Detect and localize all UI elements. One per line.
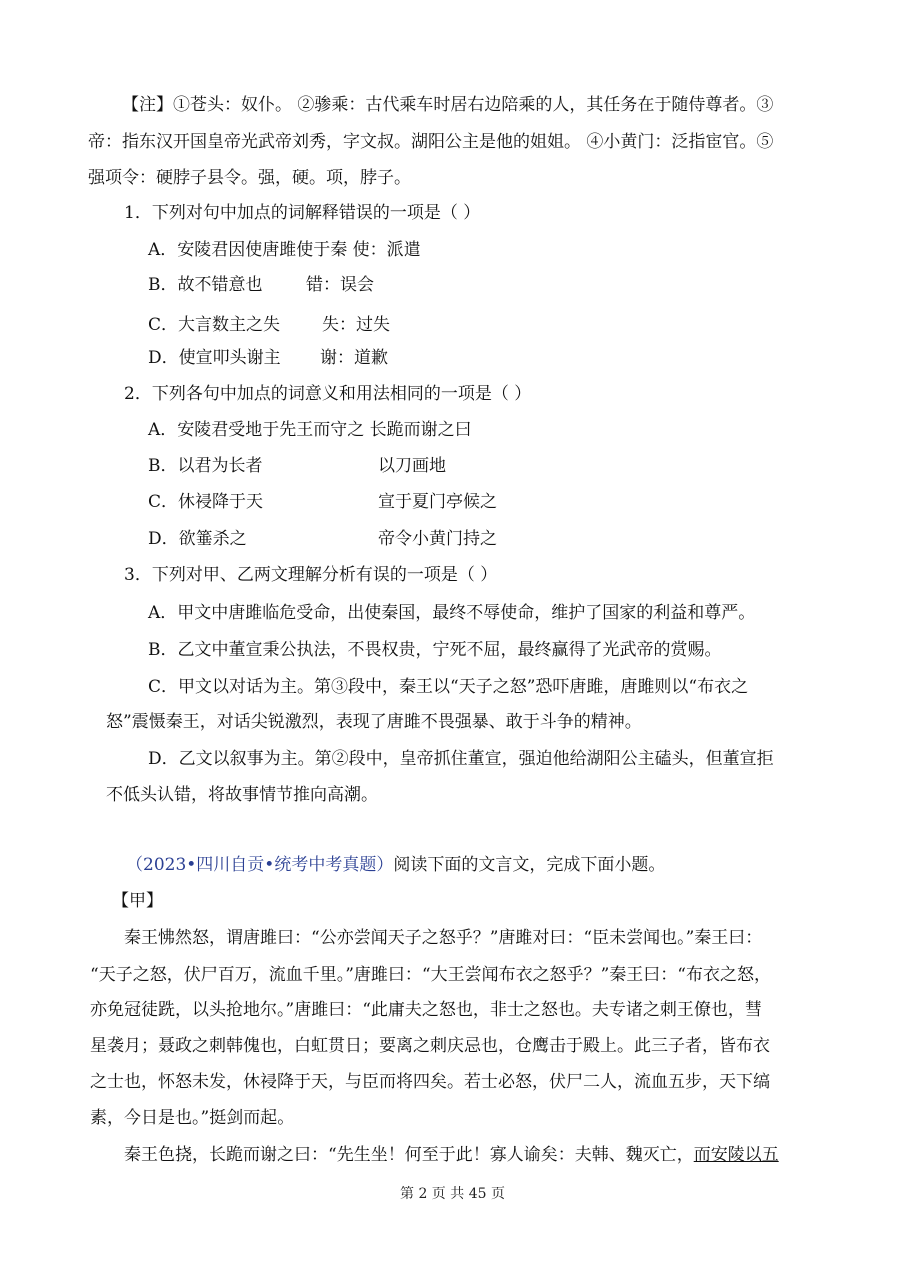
option-text: A．安陵君因使唐雎使于秦 使：派遣 (148, 240, 421, 260)
question-1-stem: 1．下列对句中加点的词解释错误的一项是（ ） (124, 203, 481, 223)
question-3-option-b: B．乙文中董宣秉公执法，不畏权贵，宁死不屈，最终赢得了光武帝的赏赐。 (148, 640, 722, 660)
passage-line-1: 秦王怫然怒，谓唐雎曰：“公亦尝闻天子之怒乎？”唐雎对曰：“臣未尝闻也。”秦王曰： (124, 928, 763, 948)
source-citation: （2023•四川自贡•统考中考真题） (126, 855, 394, 875)
question-3-option-d-line-1: D．乙文以叙事为主。第②段中，皇帝抓住董宣，强迫他给湖阳公主磕头，但董宣拒 (148, 749, 774, 769)
underlined-sentence: 而安陵以五 (693, 1145, 779, 1165)
passage-line-2: “天子之怒，伏尸百万，流血千里。”唐雎曰：“大王尝闻布衣之怒乎？”秦王曰：“布衣之怒， (90, 965, 771, 985)
note-line-1: 【注】①苍头：奴仆。 ②骖乘：古代乘车时居右边陪乘的人，其任务在于随侍尊者。③ (122, 95, 774, 115)
question-2-stem: 2．下列各句中加点的词意义和用法相同的一项是（ ） (124, 384, 532, 404)
note-line-3: 强项令：硬脖子县令。强，硬。项，脖子。 (88, 168, 411, 188)
option-text: A．安陵君受地于先王而守之 长跪而谢之曰 (148, 420, 472, 440)
question-1-option-d (148, 346, 905, 370)
question-3-option-c-line-2: 怒”震慑秦王，对话尖锐激烈，表现了唐雎不畏强暴、敢于斗争的精神。 (106, 712, 642, 732)
passage-line-3: 亦免冠徒跣，以头抢地尔。”唐雎曰：“此庸夫之怒也，非士之怒也。夫专诸之刺王僚也，彗 (90, 1000, 762, 1020)
option-text: D．使宣叩头谢主 (148, 348, 281, 368)
question-3-option-d-line-2: 不低头认错，将故事情节推向高潮。 (106, 785, 378, 805)
passage-label: 【甲】 (112, 891, 163, 911)
passage-line-6: 素，今日是也。”挺剑而起。 (90, 1108, 295, 1128)
passage-line-7 (124, 1143, 905, 1167)
option-text: C．大言数主之失 (148, 315, 281, 335)
question-3-stem: 3．下列对甲、乙两文理解分析有误的一项是（ ） (124, 565, 498, 585)
question-2-option-c (148, 490, 905, 514)
note-line-2: 帝：指东汉开国皇帝光武帝刘秀，字文叔。湖阳公主是他的姐姐。 ④小黄门：泛指宦官。⑤ (88, 132, 774, 152)
passage-text: 秦王色挠，长跪而谢之曰：“先生坐！何至于此！寡人谕矣：夫韩、魏灭亡， (124, 1145, 694, 1165)
question-1-option-a (148, 238, 905, 262)
option-text: D．欲箠杀之 (148, 529, 247, 549)
option-gloss: 失：过失 (322, 315, 390, 335)
option-compare: 宣于夏门亭候之 (378, 492, 497, 512)
section-instruction: 阅读下面的文言文，完成下面小题。 (393, 855, 666, 875)
question-2-option-a (148, 418, 905, 442)
question-3-option-c-line-1: C．甲文以对话为主。第③段中，秦王以“天子之怒”恐吓唐雎，唐雎则以“布衣之 (148, 677, 749, 697)
question-2-option-d (148, 527, 905, 551)
page-number: 第 2 页 共 45 页 (400, 1186, 505, 1202)
option-compare: 帝令小黄门持之 (378, 529, 497, 549)
option-gloss: 谢：道歉 (320, 348, 388, 368)
question-1-option-c (148, 313, 905, 337)
question-1-option-b (148, 273, 905, 297)
option-text: B．以君为长者 (148, 456, 263, 476)
passage-line-5: 之士也，怀怒未发，休祲降于天，与臣而将四矣。若士必怒，伏尸二人，流血五步，天下缟 (90, 1072, 770, 1092)
option-text: B．故不错意也 (148, 275, 263, 295)
question-3-option-a: A．甲文中唐雎临危受命，出使秦国，最终不辱使命，维护了国家的利益和尊严。 (148, 603, 756, 623)
option-compare: 以刀画地 (378, 456, 446, 476)
option-gloss: 错：误会 (306, 275, 374, 295)
passage-line-4: 星袭月；聂政之刺韩傀也，白虹贯日；要离之刺庆忌也，仓鹰击于殿上。此三子者，皆布衣 (90, 1036, 770, 1056)
option-text: C．休祲降于天 (148, 492, 264, 512)
section-header (126, 853, 905, 877)
question-2-option-b (148, 454, 905, 478)
